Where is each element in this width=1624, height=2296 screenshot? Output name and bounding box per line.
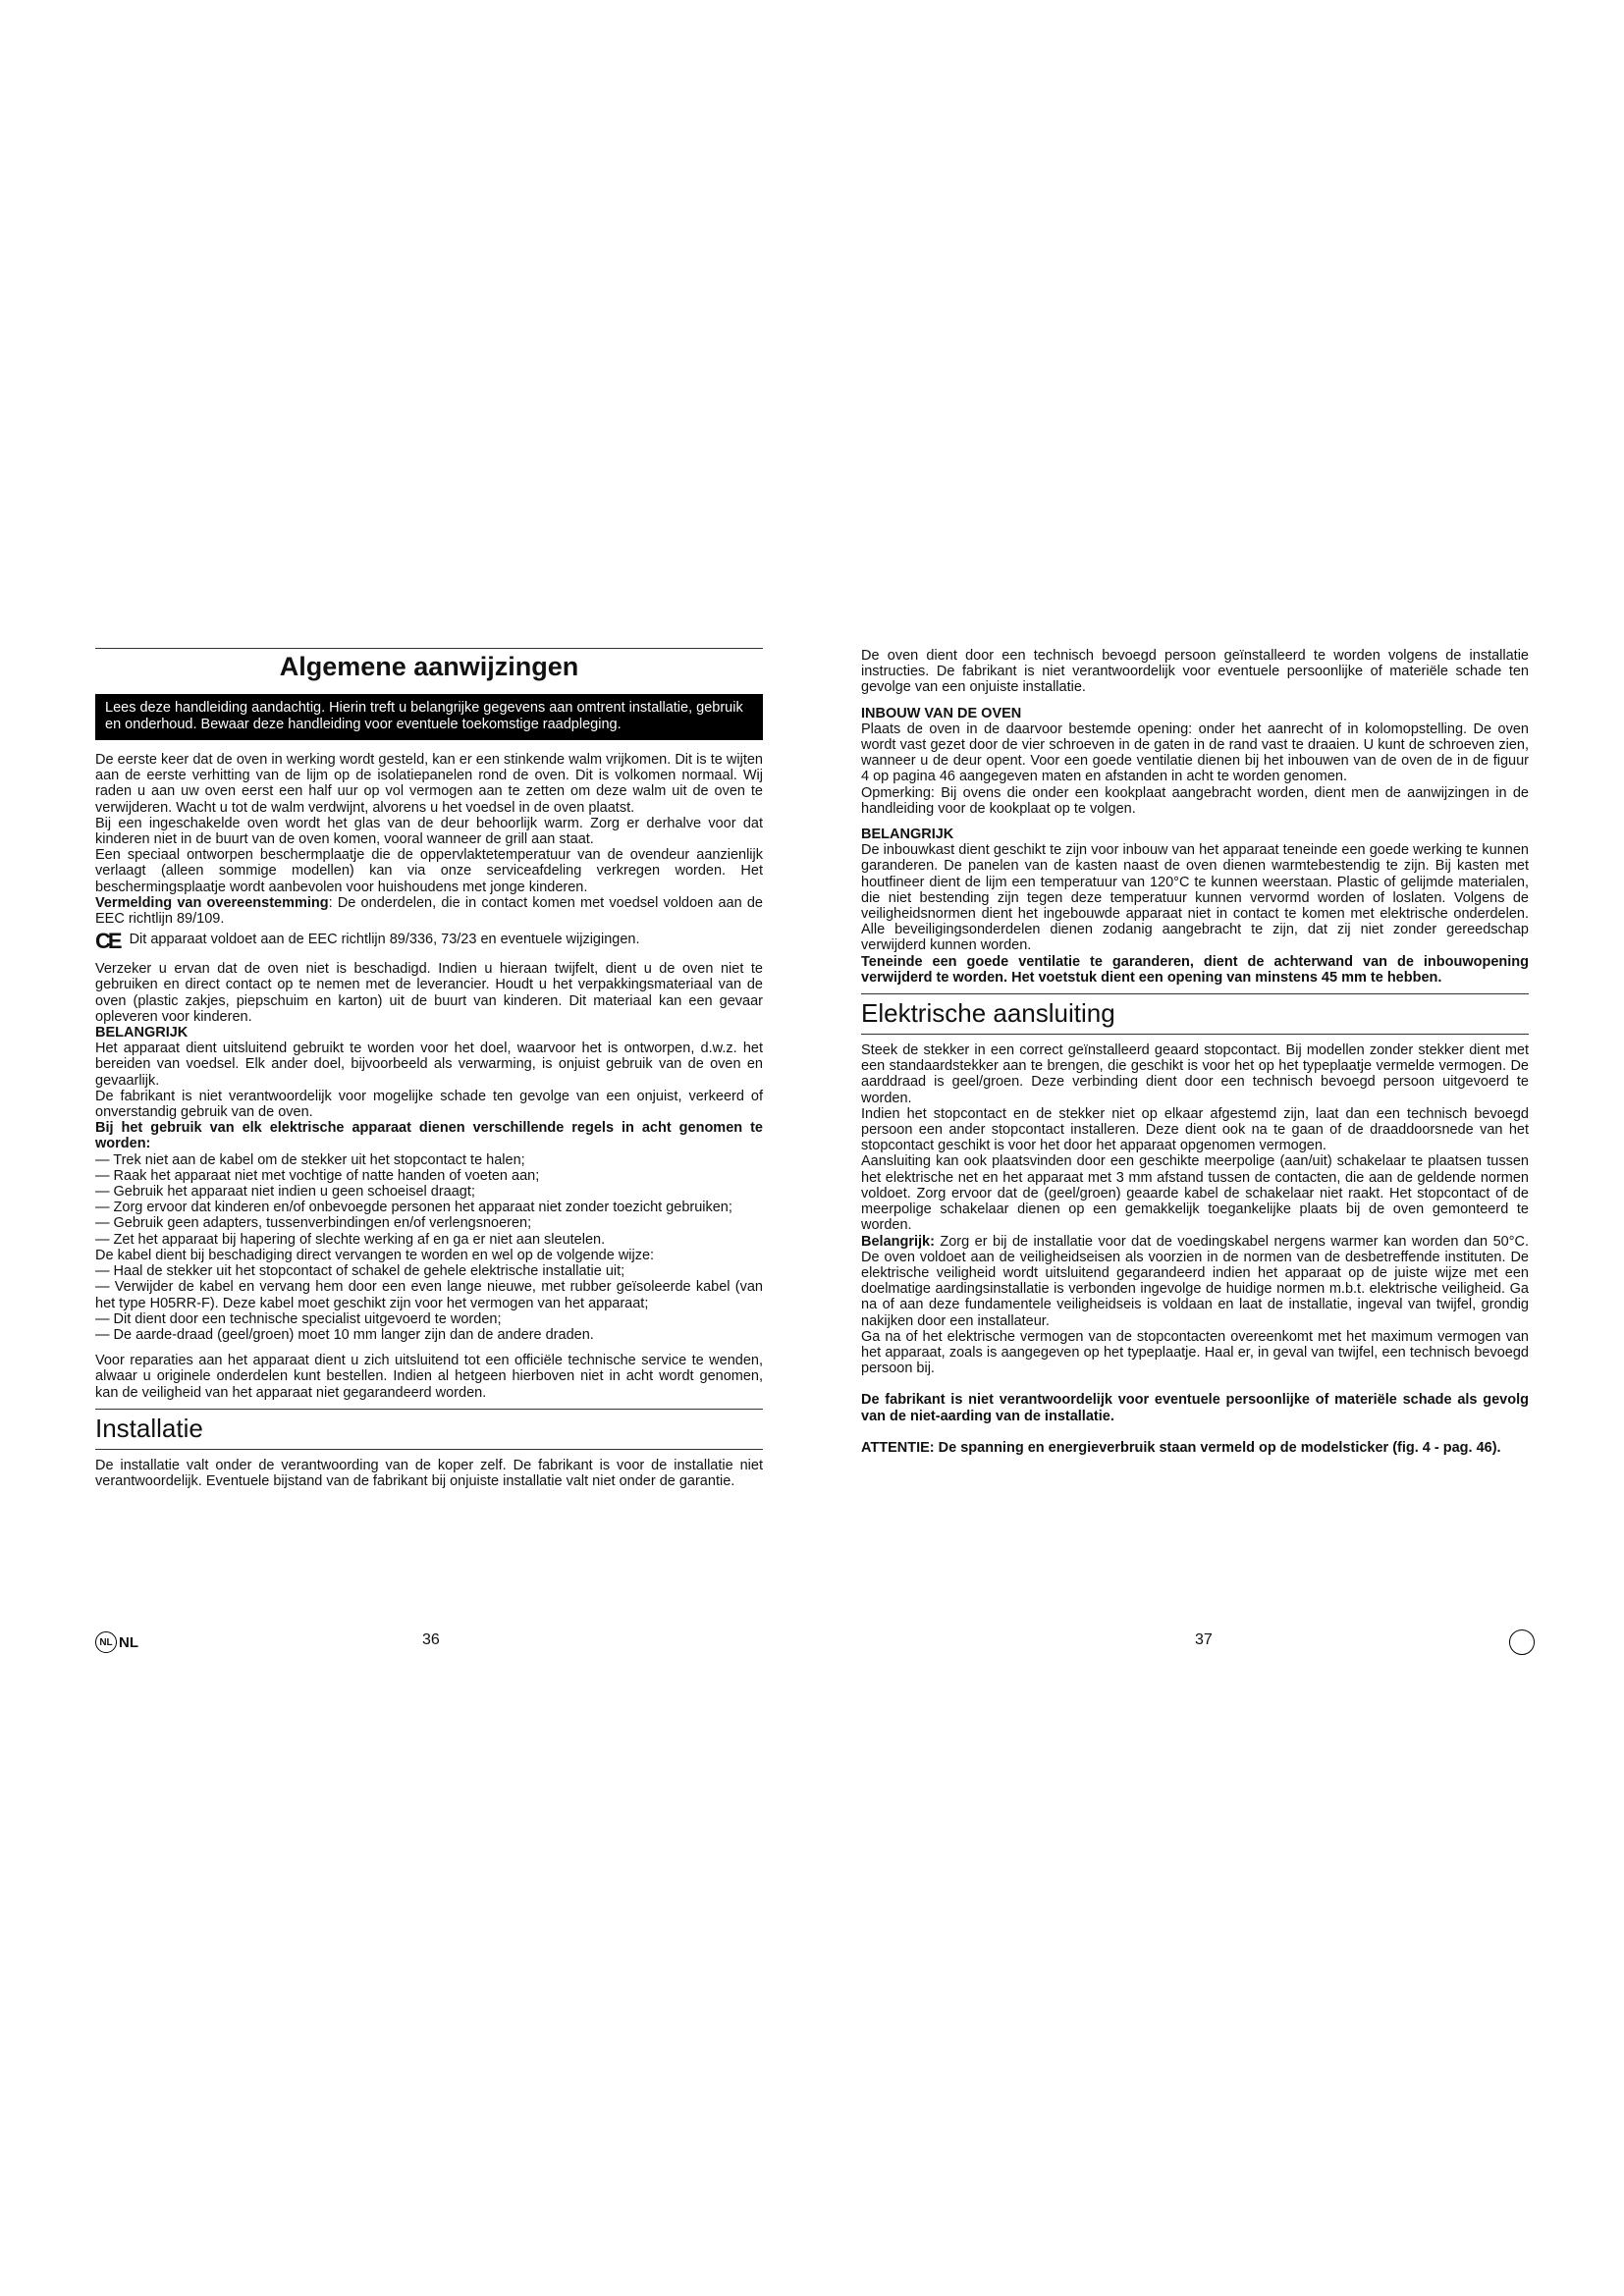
paragraph: Indien het stopcontact en de stekker niet op elkaar afgestemd zijn, laat dan een technisch bevoegd persoon een ander stopcontact installeren. Deze dient ook na te gaan of de draaddoorsnede van het stopcontact geschikt is voor het door het apparaat opgenomen vermogen. [861, 1105, 1529, 1154]
paragraph: Plaats de oven in de daarvoor bestemde opening: onder het aanrecht of in kolomopstelling. De oven wordt vast gezet door de vier schroeven in de gaten in de rand vast te draaien. U kunt de schroeven zien, wanneer u de deur opent. Voor een goede ventilatie dienen bij het inbouwen van de oven de in de figuur 4 op pagina 46 aangegeven maten en afstanden in acht te worden genomen. [861, 721, 1529, 785]
important-text: Zorg er bij de installatie voor dat de voedingskabel nergens warmer kan worden dan 50°C. De oven voldoet aan de veiligheidseisen als voorzien in de normen van de desbetreffende instituten. De elektrische veiligheid wordt uitsluitend gegarandeerd indien het apparaat op de juiste wijze met een doelmatige aardingsinstallatie is verbonden ingevolge de huidige normen m.b.t. elektrische veiligheid. Ga na of aan deze fundamentele veiligheidseis is voldaan en laat de installatie, ingeval van twijfel, grondig nakijken door een installateur. [861, 1233, 1529, 1329]
paragraph: Steek de stekker in een correct geïnstalleerd geaard stopcontact. Bij modellen zonder stekker dient met een standaardstekker aan te brengen, die geschikt is voor het op het typeplaatje vermelde vermogen. De aarddraad is geel/groen. Deze verbinding dient door een technisch bevoegd persoon uitgevoerd te worden. [861, 1042, 1529, 1106]
right-page [861, 648, 1529, 1456]
paragraph: Een speciaal ontworpen beschermplaatje die de oppervlaktetemperatuur van de ovendeur aanzienlijk verlaagt (alleen sommige modellen) kan via onze serviceafdeling verkregen worden. Het beschermingsplaatje wordt aanbevolen voor huishoudens met jonge kinderen. [95, 847, 763, 895]
rule-item: — Zet het apparaat bij hapering of slechte werking af en ga er niet aan sleutelen. [95, 1231, 606, 1248]
notice-box: Lees deze handleiding aandachtig. Hierin treft u belangrijke gegevens aan omtrent installatie, gebruik en onderhoud. Bewaar deze handleiding voor eventuele toekomstige raadpleging. [95, 694, 763, 740]
cable-item: — Dit dient door een technische specialist uitgevoerd te worden; [95, 1310, 502, 1327]
page-number-left: 36 [422, 1631, 440, 1648]
section-title-elektrische-aansluiting: Elektrische aansluiting [861, 993, 1529, 1035]
paragraph: Verzeker u ervan dat de oven niet is beschadigd. Indien u hieraan twijfelt, dient u de oven niet te gebruiken en direct contact op te nemen met de leverancier. Houdt u het verpakkingsmateriaal van de oven (plastic zakjes, piepschuim en karton) uit de buurt van kinderen. Dit materiaal kan een gevaar opleveren voor kinderen. [95, 961, 763, 1025]
liability-note: De fabrikant is niet verantwoordelijk voor eventuele persoonlijke of materiële schade als gevolg van de niet-aarding van de installatie. [861, 1392, 1529, 1424]
rule-item: — Gebruik geen adapters, tussenverbindingen en/of verlengsnoeren; [95, 1215, 532, 1232]
nl-circle-icon: NL [95, 1631, 117, 1653]
conformity-label: Vermelding van overeenstemming [95, 894, 329, 911]
cable-item: — Verwijder de kabel en vervang hem door een even lange nieuwe, met rubber geïsoleerde kabel (van het type H05RR-F). Deze kabel moet geschikt zijn voor het vermogen van het apparaat; [95, 1279, 763, 1311]
circle-icon [1509, 1629, 1535, 1655]
subheading-belangrijk: BELANGRIJK [95, 1025, 189, 1041]
paragraph: Het apparaat dient uitsluitend gebruikt te worden voor het doel, waarvoor het is ontworpen, d.w.z. het bereiden van voedsel. Elk ander doel, bijvoorbeeld als verwarming, is onjuist gebruik van de oven en gevaarlijk. [95, 1041, 763, 1089]
attention-note: ATTENTIE: De spanning en energieverbruik staan vermeld op de modelsticker (fig. 4 - pag. 46). [861, 1439, 1501, 1456]
paragraph: De kabel dient bij beschadiging direct vervangen te worden en wel op de volgende wijze: [95, 1247, 655, 1263]
ce-mark-icon: CE [95, 929, 120, 954]
empty-circle-icon [1509, 1629, 1535, 1660]
paragraph: De eerste keer dat de oven in werking wordt gesteld, kan er een stinkende walm vrijkomen. Dit is te wijten aan de eerste verhitting van de lijm op de isolatiepanelen rond de oven. Dit is volkomen normaal. Wij raden u aan uw oven eerst een half uur op vol vermogen aan te zetten om deze walm uit de oven te verwijderen. Wacht u tot de walm verdwijnt, alvorens u het voedsel in de oven plaatst. [95, 752, 763, 816]
subheading-inbouw: INBOUW VAN DE OVEN [861, 705, 1022, 721]
paragraph: Bij een ingeschakelde oven wordt het glas van de deur behoorlijk warm. Zorg er derhalve voor dat kinderen niet in de buurt van de oven komen, vooral wanneer de grill aan staat. [95, 815, 763, 848]
rule-item: — Zorg ervoor dat kinderen en/of onbevoegde personen het apparaat niet zonder toezicht gebruiken; [95, 1200, 732, 1216]
rule-item: — Gebruik het apparaat niet indien u geen schoeisel draagt; [95, 1184, 475, 1201]
important-paragraph [861, 1234, 1529, 1329]
ventilation-note: Teneinde een goede ventilatie te garanderen, dient de achterwand van de inbouwopening verwijderd te worden. Het voetstuk dient een opening van minstens 45 mm te hebben. [861, 953, 1529, 986]
paragraph: Ga na of het elektrische vermogen van de stopcontacten overeenkomt met het maximum vermogen van het apparaat, zoals is aangegeven op het typeplaatje. Haal er, in geval van twijfel, een technisch bevoegd persoon bij. [861, 1328, 1529, 1377]
rule-item: — Raak het apparaat niet met vochtige of natte handen of voeten aan; [95, 1167, 540, 1184]
cable-item: — Haal de stekker uit het stopcontact of schakel de gehele elektrische installatie uit; [95, 1263, 625, 1280]
paragraph: De installatie valt onder de verantwoording van de koper zelf. De fabrikant is voor de installatie niet verantwoordelijk. Eventuele bijstand van de fabrikant bij onjuiste installatie valt niet onder de garantie. [95, 1457, 763, 1489]
paragraph: Voor reparaties aan het apparaat dient u zich uitsluitend tot een officiële technische service te wenden, alwaar u originele onderdelen kunt bestellen. Indien al hetgeen hierboven niet in acht wordt genomen, kan de veiligheid van het apparaat niet gegarandeerd worden. [95, 1353, 763, 1401]
language-code: NL [119, 1633, 138, 1651]
subheading-belangrijk: BELANGRIJK [861, 827, 954, 843]
paragraph: Aansluiting kan ook plaatsvinden door een geschikte meerpolige (aan/uit) schakelaar te plaatsen tussen het elektrische net en het apparaat met 3 mm afstand tussen de contacten, die aan de geldende normen voldoet. Zorg ervoor dat de (geel/groen) geaarde kabel de schakelaar niet raakt. Het stopcontact of de meerpolige schakelaar dienen op een gemakkelijk toegankelijke plaats bij de oven gemonteerd te worden. [861, 1153, 1529, 1234]
page-title: Algemene aanwijzingen [279, 652, 579, 681]
ce-statement [95, 929, 763, 954]
paragraph: Opmerking: Bij ovens die onder een kookplaat aangebracht worden, dient men de aanwijzingen in de handleiding voor de kookplaat op te volgen. [861, 784, 1529, 817]
conformity-paragraph [95, 895, 763, 927]
footer-language [95, 1631, 138, 1653]
cable-item: — De aarde-draad (geel/groen) moet 10 mm langer zijn dan de andere draden. [95, 1326, 594, 1343]
section-title-installatie: Installatie [95, 1409, 763, 1450]
paragraph: De oven dient door een technisch bevoegd persoon geïnstalleerd te worden volgens de installatie instructies. De fabrikant is niet verantwoordelijk voor eventuele persoonlijke of materiële schade ten gevolge van een onjuiste installatie. [861, 648, 1529, 696]
language-marker [95, 1631, 138, 1653]
important-label: Belangrijk: [861, 1233, 935, 1250]
paragraph: De inbouwkast dient geschikt te zijn voor inbouw van het apparaat teneinde een goede werking te kunnen garanderen. De panelen van de kasten naast de oven dienen warmtebestendig te zijn. Bij kasten met houtfineer dient de lijm een temperatuur van 120°C te kunnen weerstaan. Plastic of gelijmde materialen, die niet bestending zijn tegen deze temperatuur kunnen vervormd worden of loslaten. Volgens de veiligheidsnormen dient het ingebouwde apparaat niet in contact te komen met elektrische onderdelen. Alle beveiligingsonderdelen dienen zodanig aangebracht te zijn, dat zij niet zonder gereedschap verwijderd kunnen worden. [861, 842, 1529, 954]
rules-heading: Bij het gebruik van elk elektrische apparaat dienen verschillende regels in acht genomen te worden: [95, 1120, 763, 1152]
conformity-text: : De onderdelen, die in contact komen met voedsel voldoen aan de EEC richtlijn 89/109. [95, 894, 763, 928]
page-number-right: 37 [1195, 1631, 1213, 1648]
left-page [95, 648, 763, 1489]
ce-text: Dit apparaat voldoet aan de EEC richtlijn 89/336, 73/23 en eventuele wijzigingen. [129, 932, 640, 948]
paragraph: De fabrikant is niet verantwoordelijk voor mogelijke schade ten gevolge van een onjuist, verkeerd of onverstandig gebruik van de oven. [95, 1088, 763, 1121]
rule-item: — Trek niet aan de kabel om de stekker uit het stopcontact te halen; [95, 1151, 525, 1168]
